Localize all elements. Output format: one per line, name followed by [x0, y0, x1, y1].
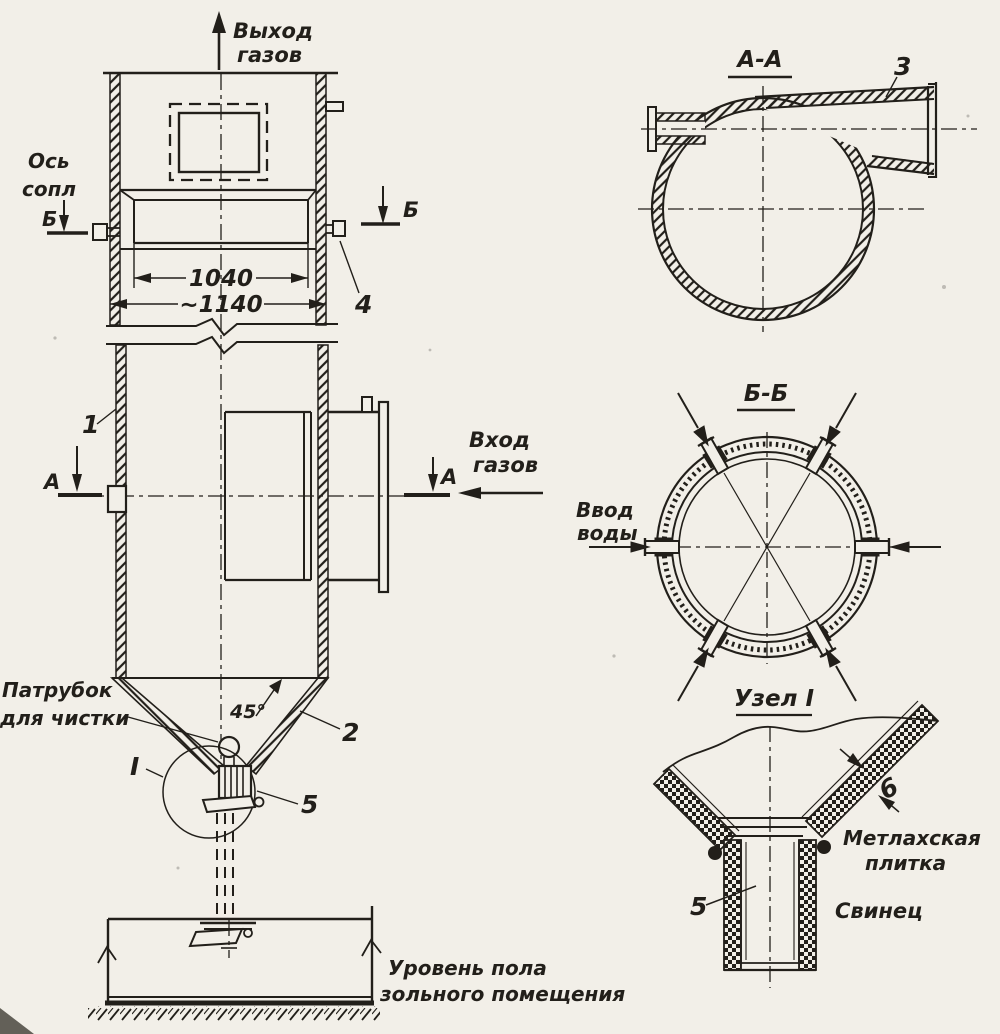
nozzle-axis-label-2: сопл [22, 177, 77, 201]
belt-nozzle-left [93, 224, 107, 240]
gas-outlet-label-1: Выход [233, 19, 313, 43]
funnel-wall-right [806, 705, 938, 837]
vessel-shell-lower [58, 345, 404, 678]
water-inlet-label-2: воды [577, 521, 638, 545]
side-nozzle [108, 486, 126, 512]
callout-1-text: 1 [82, 410, 100, 439]
section-b-marker-left [22, 149, 88, 233]
ash-basin [88, 906, 625, 1022]
lead-seal-right [817, 840, 831, 854]
gas-outlet-arrow [212, 11, 313, 70]
callout-1 [82, 409, 116, 439]
top-nozzle [326, 102, 343, 111]
cleaning-label-2: для чистки [0, 706, 130, 730]
callout-6-text: 6 [874, 771, 904, 806]
main-view [0, 11, 625, 1022]
belt-nozzle-right [333, 221, 345, 236]
section-a-letter: А [44, 470, 61, 494]
section-arrow [59, 215, 69, 232]
gas-outlet-label-2: газов [237, 43, 303, 67]
tile-label-1: Метлахская [843, 826, 981, 850]
break-line-lower [106, 337, 338, 353]
cone-bottom [0, 678, 359, 921]
section-bb-view [576, 381, 941, 701]
cone-angle-text: 45° [230, 701, 266, 723]
detail-i-view [654, 686, 981, 988]
section-aa-title: А-А [737, 47, 783, 73]
shell-wall-right [318, 345, 328, 678]
nozzle-axis-label-1: Ось [28, 149, 70, 173]
side-pipe-wall [651, 113, 705, 121]
ground-hatch [88, 1006, 380, 1022]
section-b-letter: Б [403, 198, 420, 222]
cone-wall-right [246, 678, 328, 774]
gas-inlet-label-1: Вход [469, 428, 530, 452]
flange-bolt [255, 798, 264, 807]
dimension-1040 [134, 243, 308, 292]
inlet-flange [379, 402, 388, 592]
inlet-tab [362, 397, 372, 412]
break-line-upper [106, 319, 338, 335]
side-pipe-wall [651, 136, 705, 144]
callout-5-text: 5 [301, 790, 319, 819]
lead-label: Свинец [835, 899, 923, 923]
outlet-flange-plate [203, 796, 255, 812]
cleaning-label-1: Патрубок [2, 678, 113, 702]
hatch-opening-dashed [170, 104, 267, 180]
section-a-marker-left [42, 446, 102, 495]
hatch-opening [179, 113, 259, 172]
section-bb-title: Б-Б [743, 381, 789, 407]
inlet-arrow [458, 487, 481, 499]
callout-4 [340, 241, 372, 319]
nozzle-axis-label-3: Б [42, 207, 58, 231]
floor-level-label-2: зольного помещения [380, 982, 626, 1006]
dim-1040-text: 1040 [188, 266, 254, 292]
water-belt [93, 190, 345, 249]
dimension-1140 [110, 292, 326, 318]
callout-4-text: 4 [355, 290, 373, 319]
outlet-pipe [219, 766, 251, 798]
corner-smudge [0, 1008, 34, 1034]
gas-inlet-label [458, 428, 543, 499]
callout-2-text: 2 [342, 718, 360, 747]
pipe-wall-left [724, 840, 741, 970]
floor-level-label-1: Уровень пола [388, 956, 547, 980]
shell-wall-right [316, 73, 326, 325]
lead-seal-left [708, 846, 722, 860]
tile-label-2: плитка [865, 851, 947, 875]
section-arrow [378, 206, 388, 224]
callout-3-text: 3 [894, 52, 912, 81]
pipe-wall-right [799, 840, 816, 970]
section-a-letter: А [441, 465, 458, 489]
water-inlet-label-1: Ввод [576, 498, 634, 522]
splash-plate [190, 929, 242, 946]
dim-1140-text: ~1140 [179, 292, 263, 318]
funnel-wall-left [654, 769, 735, 850]
shell-wall-left [110, 73, 120, 325]
detail-i-title: Узел I [733, 686, 815, 712]
section-aa-view [638, 47, 977, 332]
callout-5-detail-text: 5 [690, 892, 708, 921]
gas-inlet-label-2: газов [473, 453, 539, 477]
section-a-marker-right [404, 457, 457, 495]
detail-mark-text: I [130, 752, 140, 781]
section-b-marker-right [361, 186, 419, 224]
